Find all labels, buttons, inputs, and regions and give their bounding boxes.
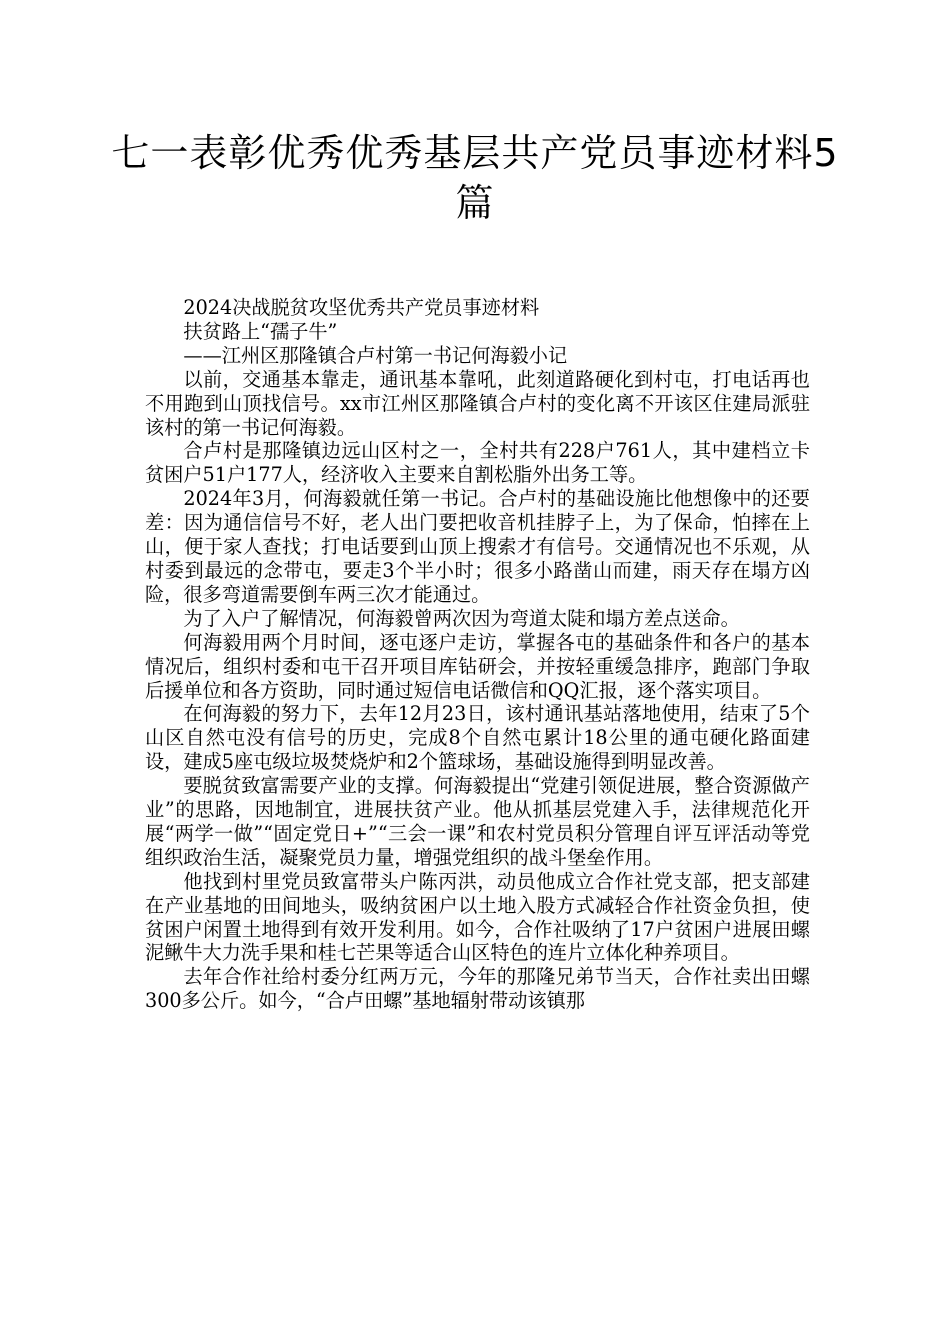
paragraph-heading: 2024决战脱贫攻坚优秀共产党员事迹材料	[183, 296, 540, 319]
paragraph: 以前，交通基本靠走，通讯基本靠吼，此刻道路硬化到村屯，打电话再也不用跑到山顶找信号。xx市江州区那隆镇合卢村的变化离不开该区住建局派驻该村的第一书记何海毅。	[145, 367, 810, 439]
paragraph-subheading: 扶贫路上“孺子牛”	[183, 319, 338, 343]
paragraph: 在何海毅的努力下，去年12月23日，该村通讯基站落地使用，结束了5个山区自然屯没有信号的历史，完成8个自然屯累计18公里的通屯硬化路面建设，建成5座屯级垃圾焚烧炉和2个篮球场，基础设施得到明显改善。	[145, 702, 810, 774]
paragraph: 合卢村是那隆镇边远山区村之一，全村共有228户761人，其中建档立卡贫困户51户177人，经济收入主要来自割松脂外出务工等。	[145, 439, 810, 487]
document-title: 七一表彰优秀优秀基层共产党员事迹材料5篇	[111, 131, 839, 225]
paragraph: 何海毅用两个月时间，逐屯逐户走访，掌握各屯的基础条件和各户的基本情况后，组织村委和屯干召开项目库钻研会，并按轻重缓急排序，跑部门争取后援单位和各方资助，同时通过短信电话微信和QQ汇报，逐个落实项目。	[145, 630, 810, 702]
paragraph: 他找到村里党员致富带头户陈丙洪，动员他成立合作社党支部，把支部建在产业基地的田间地头，吸纳贫困户以土地入股方式减轻合作社资金负担，使贫困户闲置土地得到有效开发利用。如今，合作社吸纳了17户贫困户进展田螺泥鳅牛大力洗手果和桂七芒果等适合山区特色的连片立体化种养项目。	[145, 869, 810, 965]
paragraph: 去年合作社给村委分红两万元，今年的那隆兄弟节当天，合作社卖出田螺300多公斤。如今，“合卢田螺”基地辐射带动该镇那	[145, 965, 810, 1013]
paragraph-byline: ——江州区那隆镇合卢村第一书记何海毅小记	[183, 343, 568, 367]
paragraph: 2024年3月，何海毅就任第一书记。合卢村的基础设施比他想像中的还要差：因为通信信号不好，老人出门要把收音机挂脖子上，为了保命，怕摔在上山，便于家人查找；打电话要到山顶上搜索才有信号。交通情况也不乐观，从村委到最远的念带屯，要走3个半小时；很多小路凿山而建，雨天存在塌方凶险，很多弯道需要倒车两三次才能通过。	[145, 487, 810, 606]
paragraph: 要脱贫致富需要产业的支撑。何海毅提出“党建引领促进展，整合资源做产业”的思路，因地制宜，进展扶贫产业。他从抓基层党建入手，法律规范化开展“两学一做”“固定党日+”“三会一课”和农村党员积分管理自评互评活动等党组织政治生活，凝聚党员力量，增强党组织的战斗堡垒作用。	[145, 774, 810, 869]
document-body	[145, 296, 810, 1013]
paragraph: 为了入户了解情况，何海毅曾两次因为弯道太陡和塌方差点送命。	[183, 606, 740, 630]
